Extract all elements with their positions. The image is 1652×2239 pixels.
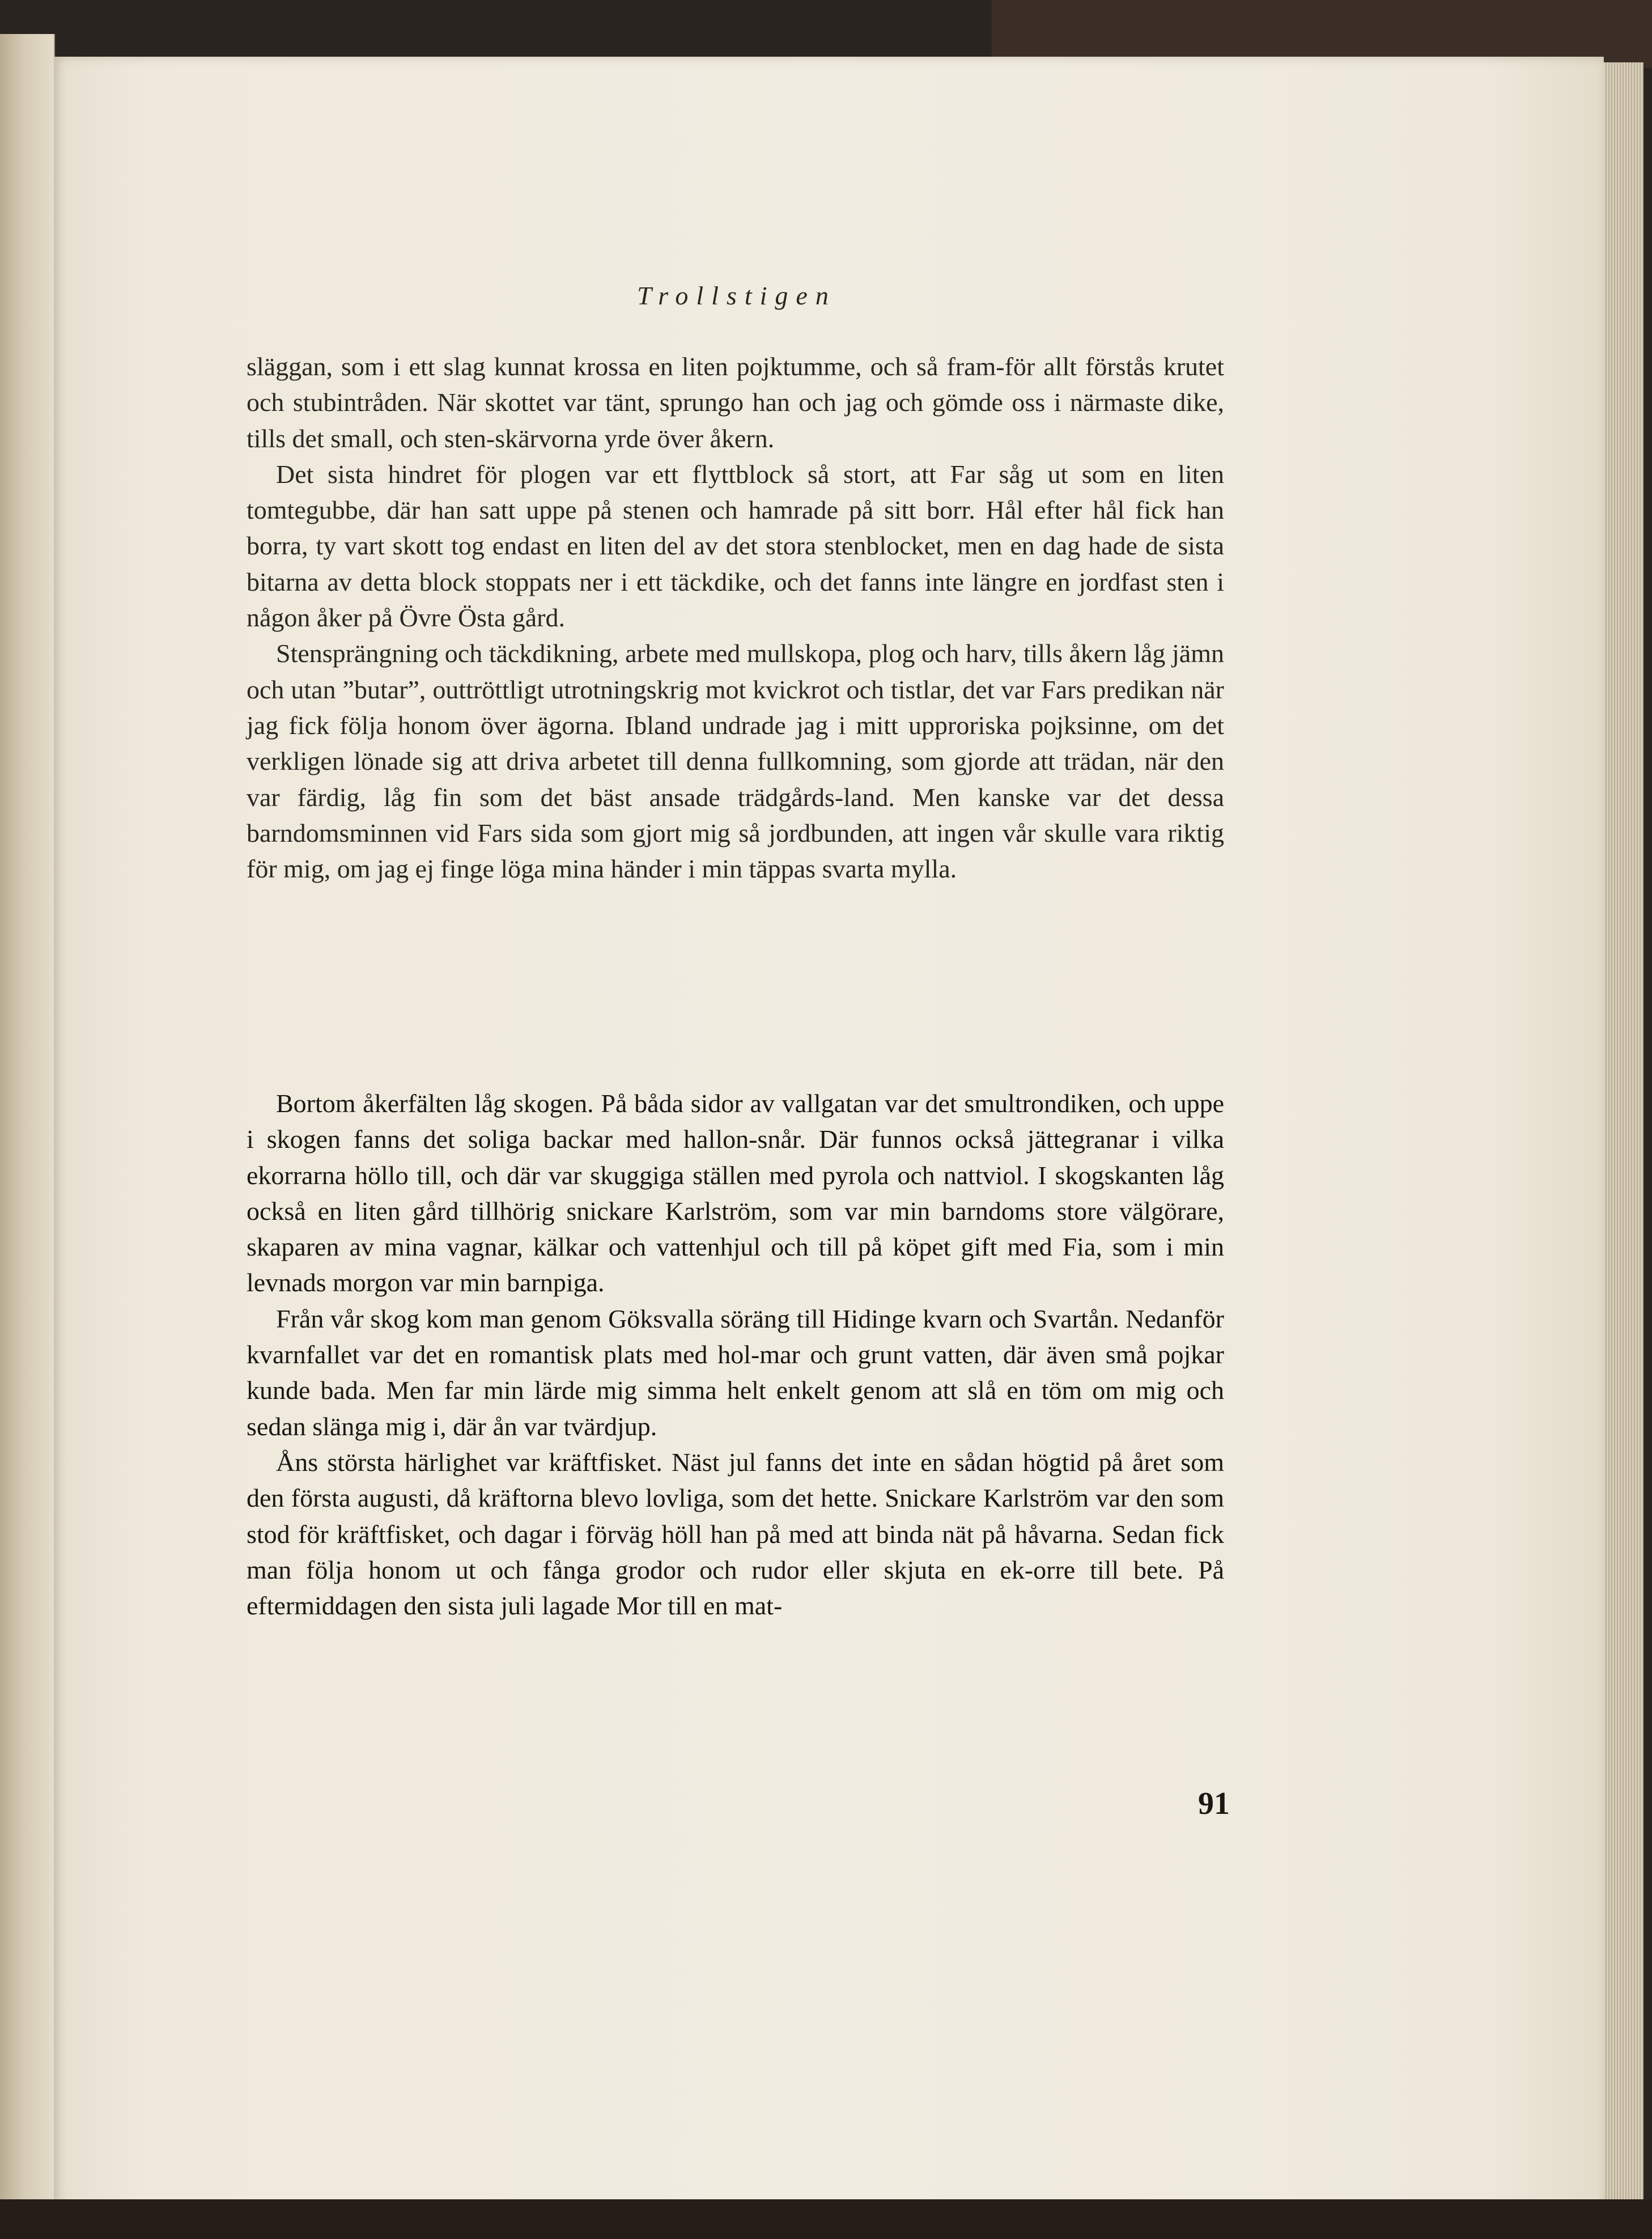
paragraph: Det sista hindret för plogen var ett flyttblock så stort, att Far såg ut som en liten tomtegubbe, där han satt uppe på stenen och hamrade på sitt borr. Hål efter hål fick han borra, ty vart skott tog endast en liten del av det stora stenblocket, men en dag hade de sista bitarna av detta block stoppats ner i ett täckdike, och det fanns inte längre en jordfast sten i någon åker på Övre Östa gård.	[247, 459, 1224, 633]
text-section-1	[247, 349, 1224, 887]
page-stack-edge	[1604, 62, 1643, 2199]
paragraph: Stensprängning och täckdikning, arbete med mullskopa, plog och harv, tills åkern låg jämn och utan ”butar”, outtröttligt utrotningskrig mot kvickrot och tistlar, det var Fars predikan när jag fick följa honom över ägorna. Ibland undrade jag i mitt upproriska pojksinne, om det verkligen lönade sig att driva arbetet till denna fullkomning, som gjorde att trädan, när den var färdig, låg fin som det bäst ansade trädgårds-land. Men kanske var det dessa barndomsminnen vid Fars sida som gjort mig så jordbunden, att ingen vår skulle vara riktig för mig, om jag ej finge löga mina händer i min täppas svarta mylla.	[247, 639, 1224, 884]
page-number: 91	[1198, 1786, 1230, 1821]
running-head: Trollstigen	[637, 281, 836, 310]
text-section-2	[247, 1085, 1224, 1623]
backdrop-bottom	[0, 2199, 1652, 2239]
facing-page-edge	[0, 34, 55, 2199]
paragraph: Från vår skog kom man genom Göksvalla söräng till Hidinge kvarn och Svartån. Nedanför kvarnfallet var det en romantisk plats med hol-mar och grunt vatten, där även små pojkar kunde bada. Men far min lärde mig simma helt enkelt genom att slå en töm om mig och sedan slänga mig i, där ån var tvärdjup.	[247, 1304, 1224, 1441]
paragraph: släggan, som i ett slag kunnat krossa en liten pojktumme, och så fram-för allt förstås krutet och stubintråden. När skottet var tänt, sprungo han och jag och gömde oss i närmaste dike, tills det small, och sten-skärvorna yrde över åkern.	[247, 352, 1224, 453]
paragraph: Bortom åkerfälten låg skogen. På båda sidor av vallgatan var det smultrondiken, och uppe i skogen fanns det soliga backar med hallon-snår. Där funnos också jättegranar i vilka ekorrarna höllo till, och där var skuggiga ställen med pyrola och nattviol. I skogskanten låg också en liten gård tillhörig snickare Karlström, som var min barndoms store välgörare, skaparen av mina vagnar, kälkar och vattenhjul och till på köpet gift med Fia, som i min levnads morgon var min barnpiga.	[247, 1089, 1224, 1297]
paragraph: Åns största härlighet var kräftfisket. Näst jul fanns det inte en sådan högtid på året som den första augusti, då kräftorna blevo lovliga, som det hette. Snickare Karlström var den som stod för kräftfisket, och dagar i förväg höll han på med att binda nät på håvarna. Sedan fick man följa honom ut och fånga grodor och rudor eller skjuta en ek-orre till bete. På eftermiddagen den sista juli lagade Mor till en mat-	[247, 1447, 1224, 1621]
